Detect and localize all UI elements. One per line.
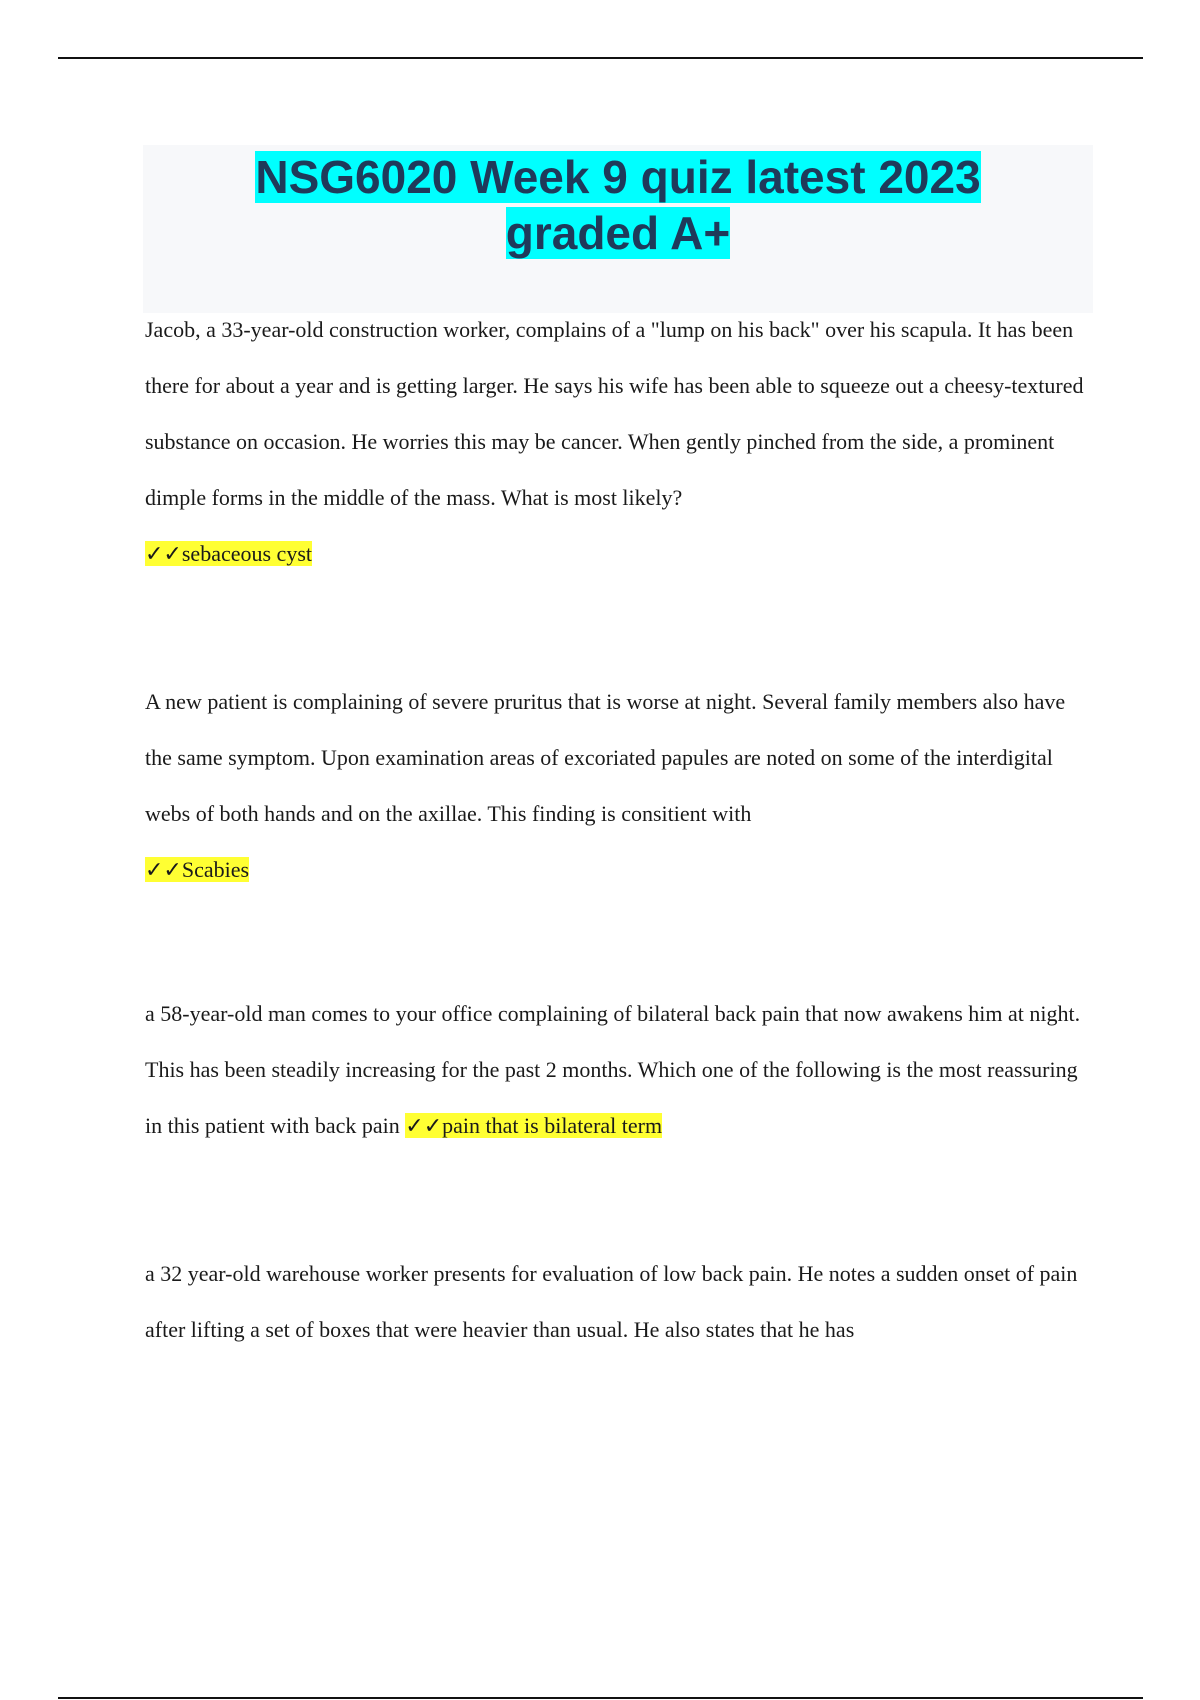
question-3-block	[145, 986, 1095, 1154]
spacer	[145, 1154, 1095, 1246]
question-2-text: A new patient is complaining of severe pruritus that is worse at night. Several family members also have the same symptom. Upon examination areas of excoriated papules are noted on some of the interdigital webs of both hands and on the axillae. This finding is consitient with	[145, 689, 1066, 826]
question-2-answer-line	[145, 842, 1095, 898]
question-1-answer-line	[145, 526, 1095, 582]
question-1-text: Jacob, a 33-year-old construction worker, complains of a "lump on his back" over his scapula. It has been there for about a year and is getting larger. He says his wife has been able to squeeze out a cheesy-textured substance on occasion. He worries this may be cancer. When gently pinched from the side, a prominent dimple forms in the middle of the mass. What is most likely?	[145, 317, 1084, 510]
title-line-2: graded A+	[505, 207, 731, 259]
title-block	[143, 145, 1093, 313]
top-rule	[58, 57, 1143, 59]
question-3-answer: ✓✓pain that is bilateral term	[405, 1113, 663, 1138]
spacer	[145, 582, 1095, 674]
bottom-rule	[58, 1697, 1143, 1699]
document-title	[143, 145, 1093, 261]
document-body	[145, 302, 1095, 1358]
spacer	[145, 898, 1095, 986]
question-2-answer: ✓✓Scabies	[145, 857, 250, 882]
question-3-text: a 58-year-old man comes to your office complaining of bilateral back pain that now awakens him at night. This has been steadily increasing for the past 2 months. Which one of the following is the most reassuring in this patient with back pain	[145, 1001, 1081, 1138]
title-line-1: NSG6020 Week 9 quiz latest 2023	[255, 151, 981, 203]
question-4-text: a 32 year-old warehouse worker presents for evaluation of low back pain. He notes a sudden onset of pain after lifting a set of boxes that were heavier than usual. He also states that he has	[145, 1261, 1078, 1342]
question-1-answer: ✓✓sebaceous cyst	[145, 541, 312, 566]
